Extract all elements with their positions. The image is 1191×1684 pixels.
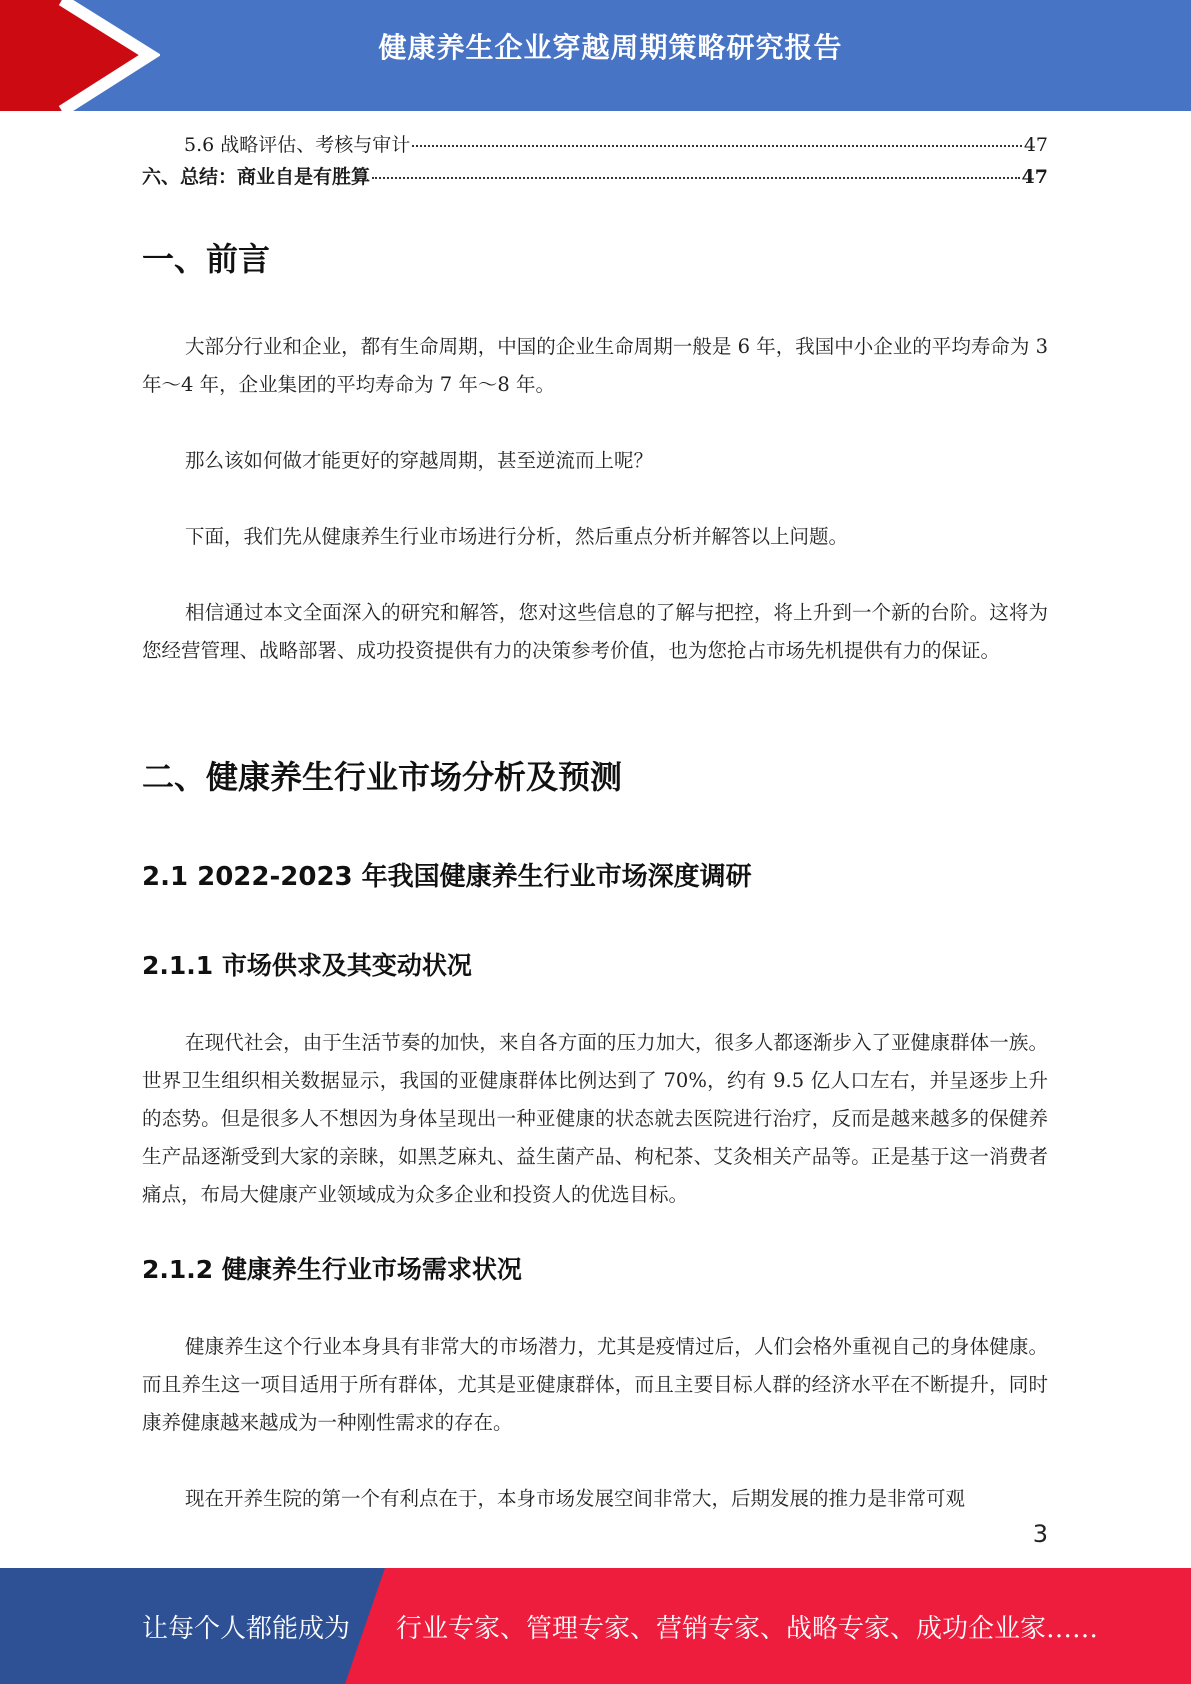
subsection-heading: 2.1 2022-2023 年我国健康养生行业市场深度调研 [142,862,752,892]
toc-entry-label: 5.6 战略评估、考核与审计 [184,134,411,156]
paragraph: 健康养生这个行业本身具有非常大的市场潜力，尤其是疫情过后，人们会格外重视自己的身体健康。而且养生这一项目适用于所有群体，尤其是亚健康群体，而且主要目标人群的经济水平在不断提升，同时康养健康越来越成为一种刚性需求的存在。 [142,1335,1048,1434]
paragraph: 大部分行业和企业，都有生命周期，中国的企业生命周期一般是 6 年，我国中小企业的平均寿命为 3 年～4 年，企业集团的平均寿命为 7 年～8 年。 [142,335,1048,396]
paragraph: 那么该如何做才能更好的穿越周期，甚至逆流而上呢？ [185,449,654,472]
footer-slogan-left: 让每个人都能成为 [142,1614,351,1644]
toc-entry-page: 47 [1021,166,1048,188]
paragraph: 下面，我们先从健康养生行业市场进行分析，然后重点分析并解答以上问题。 [185,525,849,548]
toc-entry[interactable] [142,130,1048,157]
toc-entry[interactable] [142,162,1048,189]
page-header [0,0,1191,111]
subsubsection-heading: 2.1.2 健康养生行业市场需求状况 [142,1255,522,1284]
toc-leader-dots [412,145,1022,147]
paragraph: 现在开养生院的第一个有利点在于，本身市场发展空间非常大，后期发展的推力是非常可观 [185,1487,966,1510]
paragraph: 在现代社会，由于生活节奏的加快，来自各方面的压力加大，很多人都逐渐步入了亚健康群体一族。世界卫生组织相关数据显示，我国的亚健康群体比例达到了 70%，约有 9.5 亿人口左右，并呈逐步上升的态势。但是很多人不想因为身体呈现出一种亚健康的状态就去医院进行治疗，反而是越来越多的保健养生产品逐渐受到大家的亲睐，如黑芝麻丸、益生菌产品、枸杞茶、艾灸相关产品等。正是基于这一消费者痛点，布局大健康产业领域成为众多企业和投资人的优选目标。 [142,1031,1048,1206]
toc-entry-label: 六、总结：商业自是有胜算 [142,166,371,188]
header-title: 健康养生企业穿越周期策略研究报告 [378,31,843,64]
section-heading-preface: 一、前言 [142,240,271,278]
footer-slogan-right: 行业专家、管理专家、营销专家、战略专家、成功企业家…… [396,1614,1099,1644]
toc-leader-dots [372,177,1020,179]
paragraph: 相信通过本文全面深入的研究和解答，您对这些信息的了解与把控，将上升到一个新的台阶。这将为您经营管理、战略部署、成功投资提供有力的决策参考价值，也为您抢占市场先机提供有力的保证。 [142,601,1048,662]
subsubsection-heading: 2.1.1 市场供求及其变动状况 [142,951,472,980]
page-footer [0,1568,1191,1684]
section-heading-analysis: 二、健康养生行业市场分析及预测 [142,758,623,796]
page-number: 3 [1032,1520,1048,1548]
toc-entry-page: 47 [1023,134,1048,156]
